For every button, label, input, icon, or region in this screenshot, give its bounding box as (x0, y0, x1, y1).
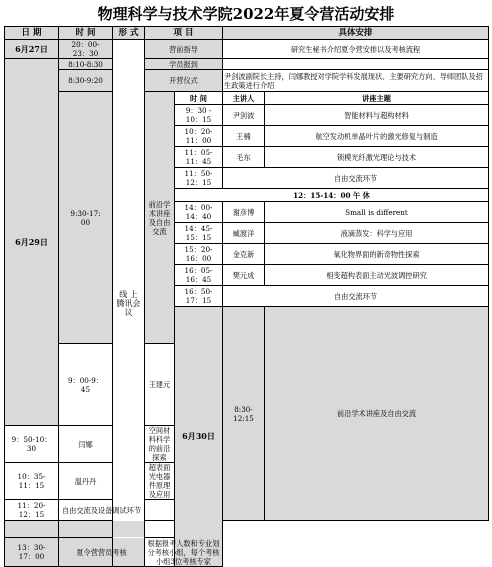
detail-cell: 尹剑波副院长主持，闫娜教授对学院学科发展现状、主要研究方向、导师团队及招生政策进行介绍 (223, 70, 489, 92)
item-cell: 开营仪式 (145, 70, 223, 92)
session-speaker: 樊元成 (223, 265, 265, 286)
time-cell: 9:30-17: 00 (59, 92, 113, 344)
table-row (5, 59, 489, 70)
date-cell: 6月27日 (5, 40, 59, 59)
session-speaker: 温丹丹 (59, 463, 113, 500)
session-header-speaker: 主讲人 (223, 92, 265, 105)
table-row (5, 521, 489, 538)
session-speaker: 闫娜 (59, 426, 113, 463)
session-time: 15：20- 16：00 (175, 244, 223, 265)
date-cell: 6月30日 (175, 307, 223, 567)
time-cell: 8:10-8:30 (59, 59, 113, 70)
header-detail: 具体安排 (223, 27, 489, 40)
session-speaker: 臧渡洋 (223, 223, 265, 244)
form-cell: 线 上 腾讯会议 (113, 40, 145, 567)
table-row (5, 40, 489, 59)
table-header-row (5, 27, 489, 40)
session-time: 10：35- 11：15 (5, 463, 59, 500)
time-cell: 8:30-12:15 (223, 307, 265, 521)
session-topic: 自由交流及设备调试环节 (59, 500, 145, 521)
session-topic: 自由交流环节 (223, 168, 489, 189)
session-topic: 智能材料与超构材料 (265, 105, 489, 126)
header-time: 时 间 (59, 27, 113, 40)
session-topic: 超表面光电器件原理及应用 (145, 463, 175, 500)
session-time: 14：00- 14：40 (175, 202, 223, 223)
time-cell: 8:30-9:20 (59, 70, 113, 92)
session-header-row (5, 92, 489, 105)
time-cell (5, 521, 59, 538)
page-title: 物理科学与技术学院2022年夏令营活动安排 (97, 5, 395, 23)
detail-cell (145, 521, 223, 538)
session-topic: 氧化物界面的新奇物性探索 (265, 244, 489, 265)
session-time: 9：00-9： 45 (59, 344, 113, 426)
session-time: 16：50- 17：15 (175, 286, 223, 307)
session-speaker: 金克新 (223, 244, 265, 265)
header-form: 形 式 (113, 27, 145, 40)
item-cell: 学员报到 (145, 59, 223, 70)
header-date: 日 期 (5, 27, 59, 40)
session-time: 10：20- 11：00 (175, 126, 223, 147)
item-cell: 前沿学术讲座及自由交流 (145, 92, 175, 344)
session-time: 11：05- 11：45 (175, 147, 223, 168)
schedule-table (4, 26, 489, 567)
session-time: 11：50- 12：15 (175, 168, 223, 189)
session-header-topic: 讲座主题 (265, 92, 489, 105)
session-speaker: 王建元 (145, 344, 175, 426)
time-cell: 20：00- 23：30 (59, 40, 113, 59)
session-speaker: 谢彦博 (223, 202, 265, 223)
table-row (5, 538, 489, 567)
time-cell: 13：30- 17：00 (5, 538, 59, 567)
detail-cell (223, 59, 489, 70)
date-cell: 6月29日 (5, 59, 59, 426)
session-topic: Small is different (265, 202, 489, 223)
session-speaker: 毛东 (223, 147, 265, 168)
session-time: 9：50-10： 30 (5, 426, 59, 463)
session-header-time: 时 间 (175, 92, 223, 105)
session-topic: 相变超构表面主动光波调控研究 (265, 265, 489, 286)
session-time: 16：05- 16：45 (175, 265, 223, 286)
item-cell: 营前指导 (145, 40, 223, 59)
session-speaker: 尹剑波 (223, 105, 265, 126)
session-topic: 锁模光纤激光理论与技术 (265, 147, 489, 168)
session-topic: 航空发动机单晶叶片的激光修复与制造 (265, 126, 489, 147)
session-time: 11：20- 12：15 (5, 500, 59, 521)
table-row (5, 70, 489, 92)
lunch-break: 12：15-14：00 午 休 (175, 189, 489, 202)
session-topic: 自由交流环节 (223, 286, 489, 307)
session-topic: 液滴蒸发：科学与应用 (265, 223, 489, 244)
session-topic: 空间材料科学的前沿探索 (145, 426, 175, 463)
detail-cell: 研究生秘书介绍夏令营安排以及考核流程 (223, 40, 489, 59)
session-speaker: 王楠 (223, 126, 265, 147)
session-time: 14：45- 15：15 (175, 223, 223, 244)
header-item: 项 目 (145, 27, 223, 40)
session-time: 9：30 - 10：15 (175, 105, 223, 126)
item-cell: 前沿学术讲座及自由交流 (265, 307, 489, 521)
item-cell: 夏令营营员考核 (59, 538, 145, 567)
item-cell (59, 521, 145, 538)
detail-cell: 根据报考人数和专业划分考核小组，每个考核小组3位考核专家 (145, 538, 223, 567)
